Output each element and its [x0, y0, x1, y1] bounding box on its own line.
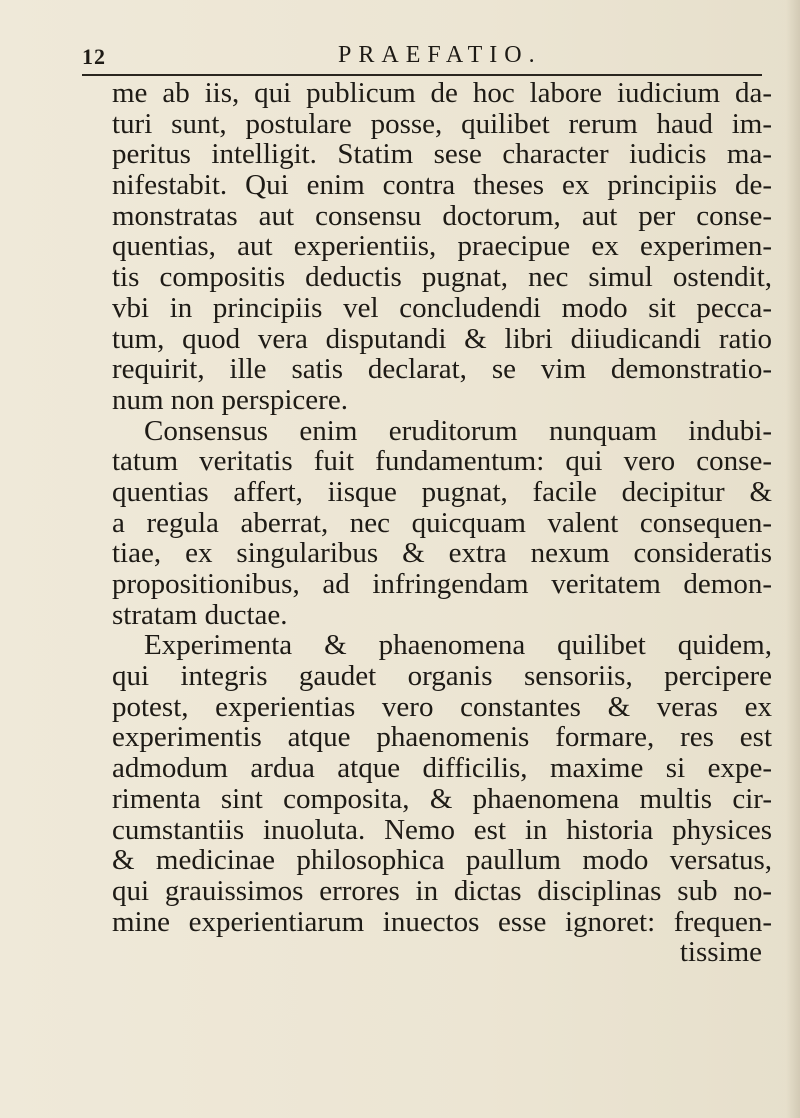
text-line: experimentis atque phaenomenis formare, res est	[112, 721, 772, 754]
text-line: me ab iis, qui publicum de hoc labore iudicium da-	[112, 77, 772, 109]
text-line: turi sunt, postulare posse, quilibet rerum haud im-	[112, 107, 772, 140]
text-line: rimenta sint composita, & phaenomena multis cir-	[112, 782, 772, 815]
text-line: Experimenta & phaenomena quilibet quidem,	[144, 629, 772, 662]
text-line: & medicinae philosophica paullum modo versatus,	[112, 844, 772, 877]
text-line: requirit, ille satis declarat, se vim demonstratio-	[112, 353, 772, 386]
text-line: potest, experientias vero constantes & veras ex	[112, 690, 772, 723]
text-line: num non perspicere.	[112, 383, 348, 416]
text-line: admodum ardua atque difficilis, maxime si expe-	[112, 752, 772, 785]
text-line: qui grauissimos errores in dictas disciplinas sub no-	[112, 874, 772, 907]
text-line: cumstantiis inuoluta. Nemo est in historia physices	[112, 813, 772, 846]
text-line: qui integris gaudet organis sensoriis, percipere	[112, 660, 772, 693]
text-line: vbi in principiis vel concludendi modo sit pecca-	[112, 291, 772, 324]
text-line: propositionibus, ad infringendam veritatem demon-	[112, 568, 772, 600]
text-line: quentias, aut experientiis, praecipue ex experimen-	[112, 230, 772, 263]
text-line: mine experientiarum inuectos esse ignoret: frequen-	[112, 905, 772, 938]
page-number: 12	[82, 44, 106, 69]
text-line: tiae, ex singularibus & extra nexum consideratis	[112, 537, 772, 570]
text-line: stratam ductae.	[112, 598, 288, 631]
text-line: peritus intelligit. Statim sese character iudicis ma-	[112, 138, 772, 171]
text-line: nifestabit. Qui enim contra theses ex principiis de-	[112, 169, 772, 202]
page-edge-shadow	[786, 0, 800, 1118]
text-line: quentias affert, iisque pugnat, facile decipitur &	[112, 475, 772, 508]
text-line: tum, quod vera disputandi & libri diiudicandi ratio	[112, 322, 772, 355]
catchword: tissime	[679, 936, 762, 969]
running-head: PRAEFATIO.	[338, 42, 542, 68]
header-rule	[82, 74, 762, 76]
page-header	[82, 38, 762, 78]
text-line: tis compositis deductis pugnat, nec simul ostendit,	[112, 261, 772, 294]
text-line: tatum veritatis fuit fundamentum: qui vero conse-	[112, 445, 772, 478]
text-line: a regula aberrat, nec quicquam valent consequen-	[112, 506, 772, 539]
text-line: monstratas aut consensu doctorum, aut per conse-	[112, 199, 772, 232]
body-text	[112, 78, 772, 968]
text-line: Consensus enim eruditorum nunquam indubi-	[144, 414, 772, 447]
